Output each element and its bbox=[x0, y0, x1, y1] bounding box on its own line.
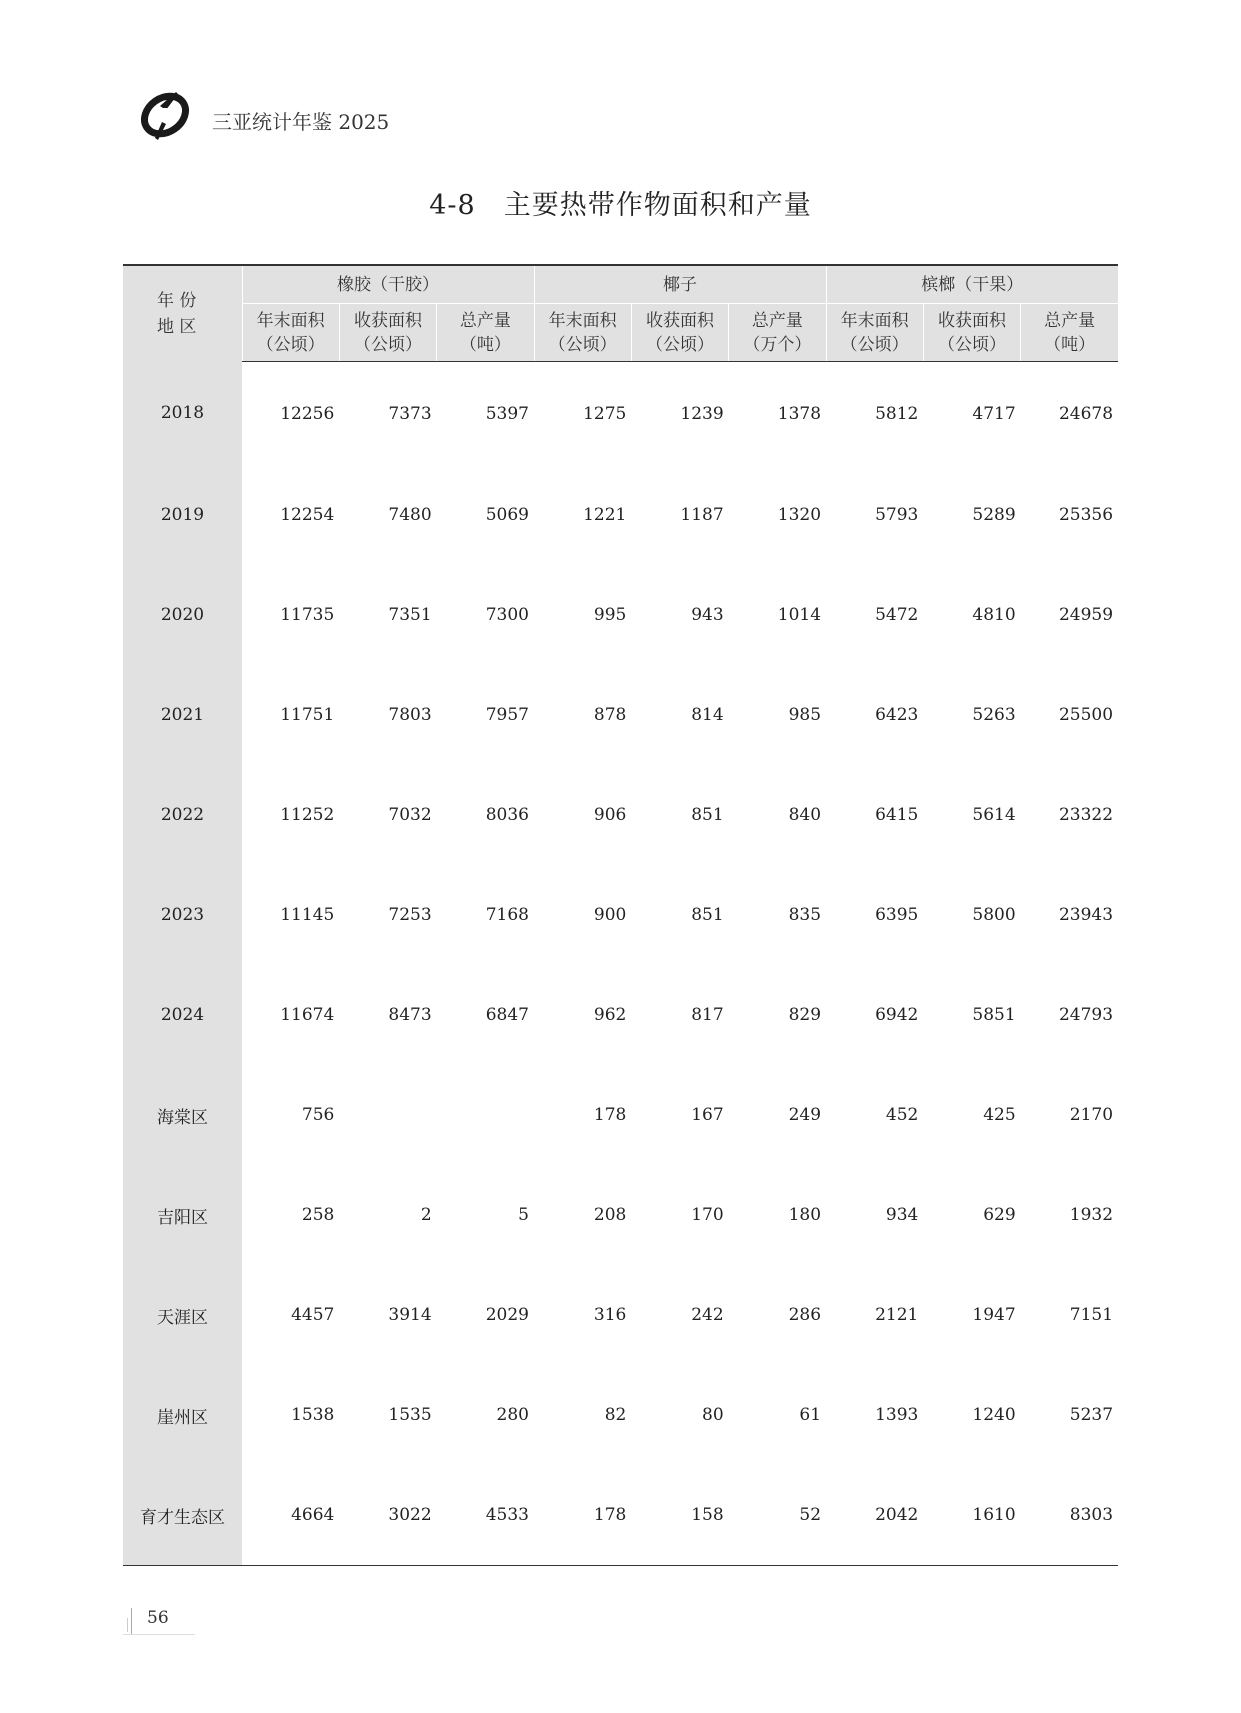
book-title: 三亚统计年鉴 2025 bbox=[212, 110, 390, 134]
table-cell: 452 bbox=[885, 1105, 919, 1125]
corner-header bbox=[123, 265, 242, 362]
row-label: 2023 bbox=[123, 865, 242, 965]
table-row bbox=[123, 1165, 1118, 1265]
table-cell: 24959 bbox=[1058, 605, 1114, 625]
table-cell: 5289 bbox=[972, 505, 1016, 525]
footer-decoration bbox=[131, 1608, 132, 1634]
table-cell: 11145 bbox=[280, 905, 335, 925]
table-cell bbox=[339, 1065, 436, 1165]
table-cell: 8036 bbox=[485, 805, 529, 825]
table-cell: 4810 bbox=[972, 605, 1016, 625]
table-cell: 170 bbox=[691, 1205, 724, 1225]
column-header-name: 年末面积 bbox=[548, 310, 617, 331]
table-cell: 1014 bbox=[777, 605, 822, 625]
row-label: 2020 bbox=[123, 565, 242, 665]
table-row bbox=[123, 965, 1118, 1065]
table-cell: 1240 bbox=[972, 1405, 1016, 1425]
table-cell: 817 bbox=[691, 1005, 724, 1025]
table-cell: 1393 bbox=[875, 1405, 919, 1425]
column-header-name: 收获面积 bbox=[645, 310, 714, 331]
crop-statistics-table bbox=[123, 264, 1118, 1566]
table-cell: 7957 bbox=[485, 705, 529, 725]
table-cell: 1221 bbox=[583, 505, 627, 525]
table-cell: 178 bbox=[593, 1105, 627, 1125]
table-body bbox=[123, 362, 1118, 1566]
table-cell: 5237 bbox=[1069, 1405, 1114, 1425]
yearbook-logo-icon bbox=[136, 86, 194, 144]
footer-rule bbox=[123, 1634, 195, 1635]
table-cell: 23943 bbox=[1058, 905, 1114, 925]
column-header bbox=[339, 304, 436, 362]
column-header-name: 总产量 bbox=[1044, 310, 1096, 331]
table-cell: 425 bbox=[983, 1105, 1016, 1125]
table-cell: 995 bbox=[593, 605, 627, 625]
table-cell: 5397 bbox=[485, 403, 529, 424]
column-header-unit: （公顷） bbox=[548, 334, 617, 355]
column-header-name: 年末面积 bbox=[840, 310, 909, 331]
column-header bbox=[729, 304, 826, 362]
table-cell: 249 bbox=[788, 1105, 822, 1125]
table-cell: 23322 bbox=[1058, 805, 1114, 825]
table-cell: 158 bbox=[631, 1465, 728, 1566]
table-header bbox=[123, 265, 1118, 362]
table-cell: 835 bbox=[788, 905, 822, 925]
column-header-name: 收获面积 bbox=[938, 310, 1006, 331]
table-cell: 1947 bbox=[972, 1305, 1016, 1325]
table-cell: 1610 bbox=[923, 1465, 1020, 1566]
table-row bbox=[123, 565, 1118, 665]
group-header-rubber: 橡胶（干胶） bbox=[242, 265, 534, 304]
table-cell: 2170 bbox=[1069, 1105, 1114, 1125]
table-cell: 286 bbox=[788, 1305, 822, 1325]
table-row bbox=[123, 465, 1118, 565]
table-row bbox=[123, 1465, 1118, 1566]
table-row bbox=[123, 1265, 1118, 1365]
column-header-name: 收获面积 bbox=[353, 310, 422, 331]
table-cell: 906 bbox=[593, 805, 627, 825]
column-header-unit: （公顷） bbox=[840, 334, 909, 355]
footer-decoration bbox=[127, 1618, 128, 1632]
row-label: 2019 bbox=[123, 465, 242, 565]
column-header-unit: （公顷） bbox=[938, 334, 1006, 355]
corner-label-region: 地 区 bbox=[157, 316, 197, 337]
table-cell: 52 bbox=[729, 1465, 826, 1566]
row-label: 2024 bbox=[123, 965, 242, 1065]
table-cell: 242 bbox=[691, 1305, 724, 1325]
table-cell: 1535 bbox=[388, 1405, 432, 1425]
row-label: 2018 bbox=[123, 362, 242, 466]
table-cell: 2029 bbox=[485, 1305, 529, 1325]
table-cell: 4457 bbox=[291, 1305, 335, 1325]
table-row bbox=[123, 1065, 1118, 1165]
table-cell: 1320 bbox=[777, 505, 822, 525]
table-cell: 756 bbox=[301, 1105, 335, 1125]
table-cell: 840 bbox=[788, 805, 822, 825]
row-label: 海棠区 bbox=[123, 1065, 242, 1165]
column-header bbox=[826, 304, 923, 362]
table-cell: 6942 bbox=[875, 1005, 919, 1025]
column-header bbox=[534, 304, 631, 362]
table-cell: 3914 bbox=[388, 1305, 432, 1325]
table-cell: 7253 bbox=[388, 905, 432, 925]
table-cell: 5812 bbox=[875, 403, 919, 424]
table-cell: 4533 bbox=[437, 1465, 534, 1566]
table-cell: 5800 bbox=[972, 905, 1016, 925]
table-cell: 900 bbox=[593, 905, 627, 925]
table-cell: 1932 bbox=[1069, 1205, 1114, 1225]
table-row bbox=[123, 665, 1118, 765]
column-header-unit: （吨） bbox=[1044, 334, 1096, 355]
group-header-coconut: 椰子 bbox=[534, 265, 826, 304]
table-cell: 11674 bbox=[280, 1005, 335, 1025]
table-cell: 1187 bbox=[680, 505, 724, 525]
table-cell: 6423 bbox=[875, 705, 919, 725]
table-cell: 258 bbox=[301, 1205, 335, 1225]
table-cell: 11751 bbox=[280, 705, 335, 725]
column-header-name: 总产量 bbox=[751, 310, 803, 331]
column-header-unit: （公顷） bbox=[353, 334, 422, 355]
column-header-name: 总产量 bbox=[459, 310, 511, 331]
table-cell: 2042 bbox=[826, 1465, 923, 1566]
page-footer bbox=[123, 1602, 193, 1638]
table-cell: 829 bbox=[788, 1005, 822, 1025]
table-cell: 7151 bbox=[1069, 1305, 1114, 1325]
column-header-unit: （公顷） bbox=[645, 334, 714, 355]
table-cell: 851 bbox=[691, 805, 724, 825]
column-header-unit: （公顷） bbox=[256, 334, 325, 355]
table-cell: 61 bbox=[799, 1405, 822, 1425]
column-header bbox=[631, 304, 728, 362]
table-number: 4-8 bbox=[429, 190, 476, 221]
table-cell: 11735 bbox=[280, 605, 335, 625]
table-cell: 7032 bbox=[388, 805, 432, 825]
table-cell: 1538 bbox=[291, 1405, 335, 1425]
table-cell: 629 bbox=[983, 1205, 1016, 1225]
table-cell: 280 bbox=[496, 1405, 529, 1425]
table-cell: 24678 bbox=[1058, 403, 1114, 424]
table-cell: 5069 bbox=[485, 505, 529, 525]
table-cell: 5851 bbox=[972, 1005, 1016, 1025]
table-cell: 962 bbox=[593, 1005, 627, 1025]
table-title-text: 主要热带作物面积和产量 bbox=[503, 190, 812, 221]
column-header-name: 年末面积 bbox=[256, 310, 325, 331]
table-row bbox=[123, 865, 1118, 965]
table-cell: 2121 bbox=[875, 1305, 919, 1325]
table-cell: 1239 bbox=[680, 403, 724, 424]
table-cell: 12254 bbox=[280, 505, 335, 525]
page-number: 56 bbox=[147, 1608, 169, 1628]
row-label: 吉阳区 bbox=[123, 1165, 242, 1265]
table-cell: 851 bbox=[691, 905, 724, 925]
table-cell: 25356 bbox=[1058, 505, 1114, 525]
table-cell: 7300 bbox=[485, 605, 529, 625]
table-cell: 5 bbox=[518, 1205, 529, 1225]
table-cell: 985 bbox=[788, 705, 822, 725]
row-label: 2021 bbox=[123, 665, 242, 765]
table-cell: 7373 bbox=[388, 403, 432, 424]
column-header-unit: （万个） bbox=[743, 334, 812, 355]
column-header bbox=[923, 304, 1020, 362]
table-cell: 11252 bbox=[280, 805, 335, 825]
column-header bbox=[242, 304, 339, 362]
table-cell: 943 bbox=[691, 605, 724, 625]
row-label: 天涯区 bbox=[123, 1265, 242, 1365]
table-title bbox=[0, 183, 1241, 222]
table-cell: 6415 bbox=[875, 805, 919, 825]
row-label: 崖州区 bbox=[123, 1365, 242, 1465]
table-row bbox=[123, 362, 1118, 466]
table-cell: 1275 bbox=[583, 403, 627, 424]
table-cell: 5614 bbox=[972, 805, 1016, 825]
table-cell: 6847 bbox=[485, 1005, 529, 1025]
table-cell: 814 bbox=[691, 705, 724, 725]
table-cell bbox=[437, 1065, 534, 1165]
table-cell: 934 bbox=[885, 1205, 919, 1225]
table-cell: 8303 bbox=[1021, 1465, 1118, 1566]
table-cell: 3022 bbox=[339, 1465, 436, 1566]
table-cell: 878 bbox=[593, 705, 627, 725]
table-cell: 82 bbox=[604, 1405, 627, 1425]
table-cell: 25500 bbox=[1058, 705, 1114, 725]
table-cell: 7168 bbox=[485, 905, 529, 925]
table-cell: 180 bbox=[788, 1205, 822, 1225]
table-row bbox=[123, 1365, 1118, 1465]
group-header-areca: 槟榔（干果） bbox=[826, 265, 1118, 304]
corner-label-year: 年 份 bbox=[157, 290, 197, 311]
column-header bbox=[1021, 304, 1118, 362]
table-cell: 7351 bbox=[388, 605, 432, 625]
table-cell: 1378 bbox=[777, 403, 822, 424]
table-cell: 4664 bbox=[242, 1465, 339, 1566]
column-header-unit: （吨） bbox=[459, 334, 511, 355]
table-cell: 178 bbox=[534, 1465, 631, 1566]
statistics-table-container bbox=[123, 264, 1118, 1566]
table-cell: 2 bbox=[420, 1205, 432, 1225]
table-cell: 5793 bbox=[875, 505, 919, 525]
table-cell: 167 bbox=[691, 1105, 724, 1125]
row-label: 育才生态区 bbox=[123, 1465, 242, 1566]
table-cell: 12256 bbox=[280, 403, 335, 424]
table-cell: 6395 bbox=[875, 905, 919, 925]
table-cell: 5263 bbox=[972, 705, 1016, 725]
table-cell: 316 bbox=[593, 1305, 627, 1325]
table-cell: 5472 bbox=[875, 605, 919, 625]
table-cell: 80 bbox=[702, 1405, 724, 1425]
column-header bbox=[437, 304, 534, 362]
table-cell: 8473 bbox=[388, 1005, 432, 1025]
table-cell: 7480 bbox=[388, 505, 432, 525]
table-cell: 24793 bbox=[1058, 1005, 1114, 1025]
table-cell: 208 bbox=[593, 1205, 627, 1225]
row-label: 2022 bbox=[123, 765, 242, 865]
table-cell: 4717 bbox=[972, 403, 1016, 424]
table-row bbox=[123, 765, 1118, 865]
table-cell: 7803 bbox=[388, 705, 432, 725]
